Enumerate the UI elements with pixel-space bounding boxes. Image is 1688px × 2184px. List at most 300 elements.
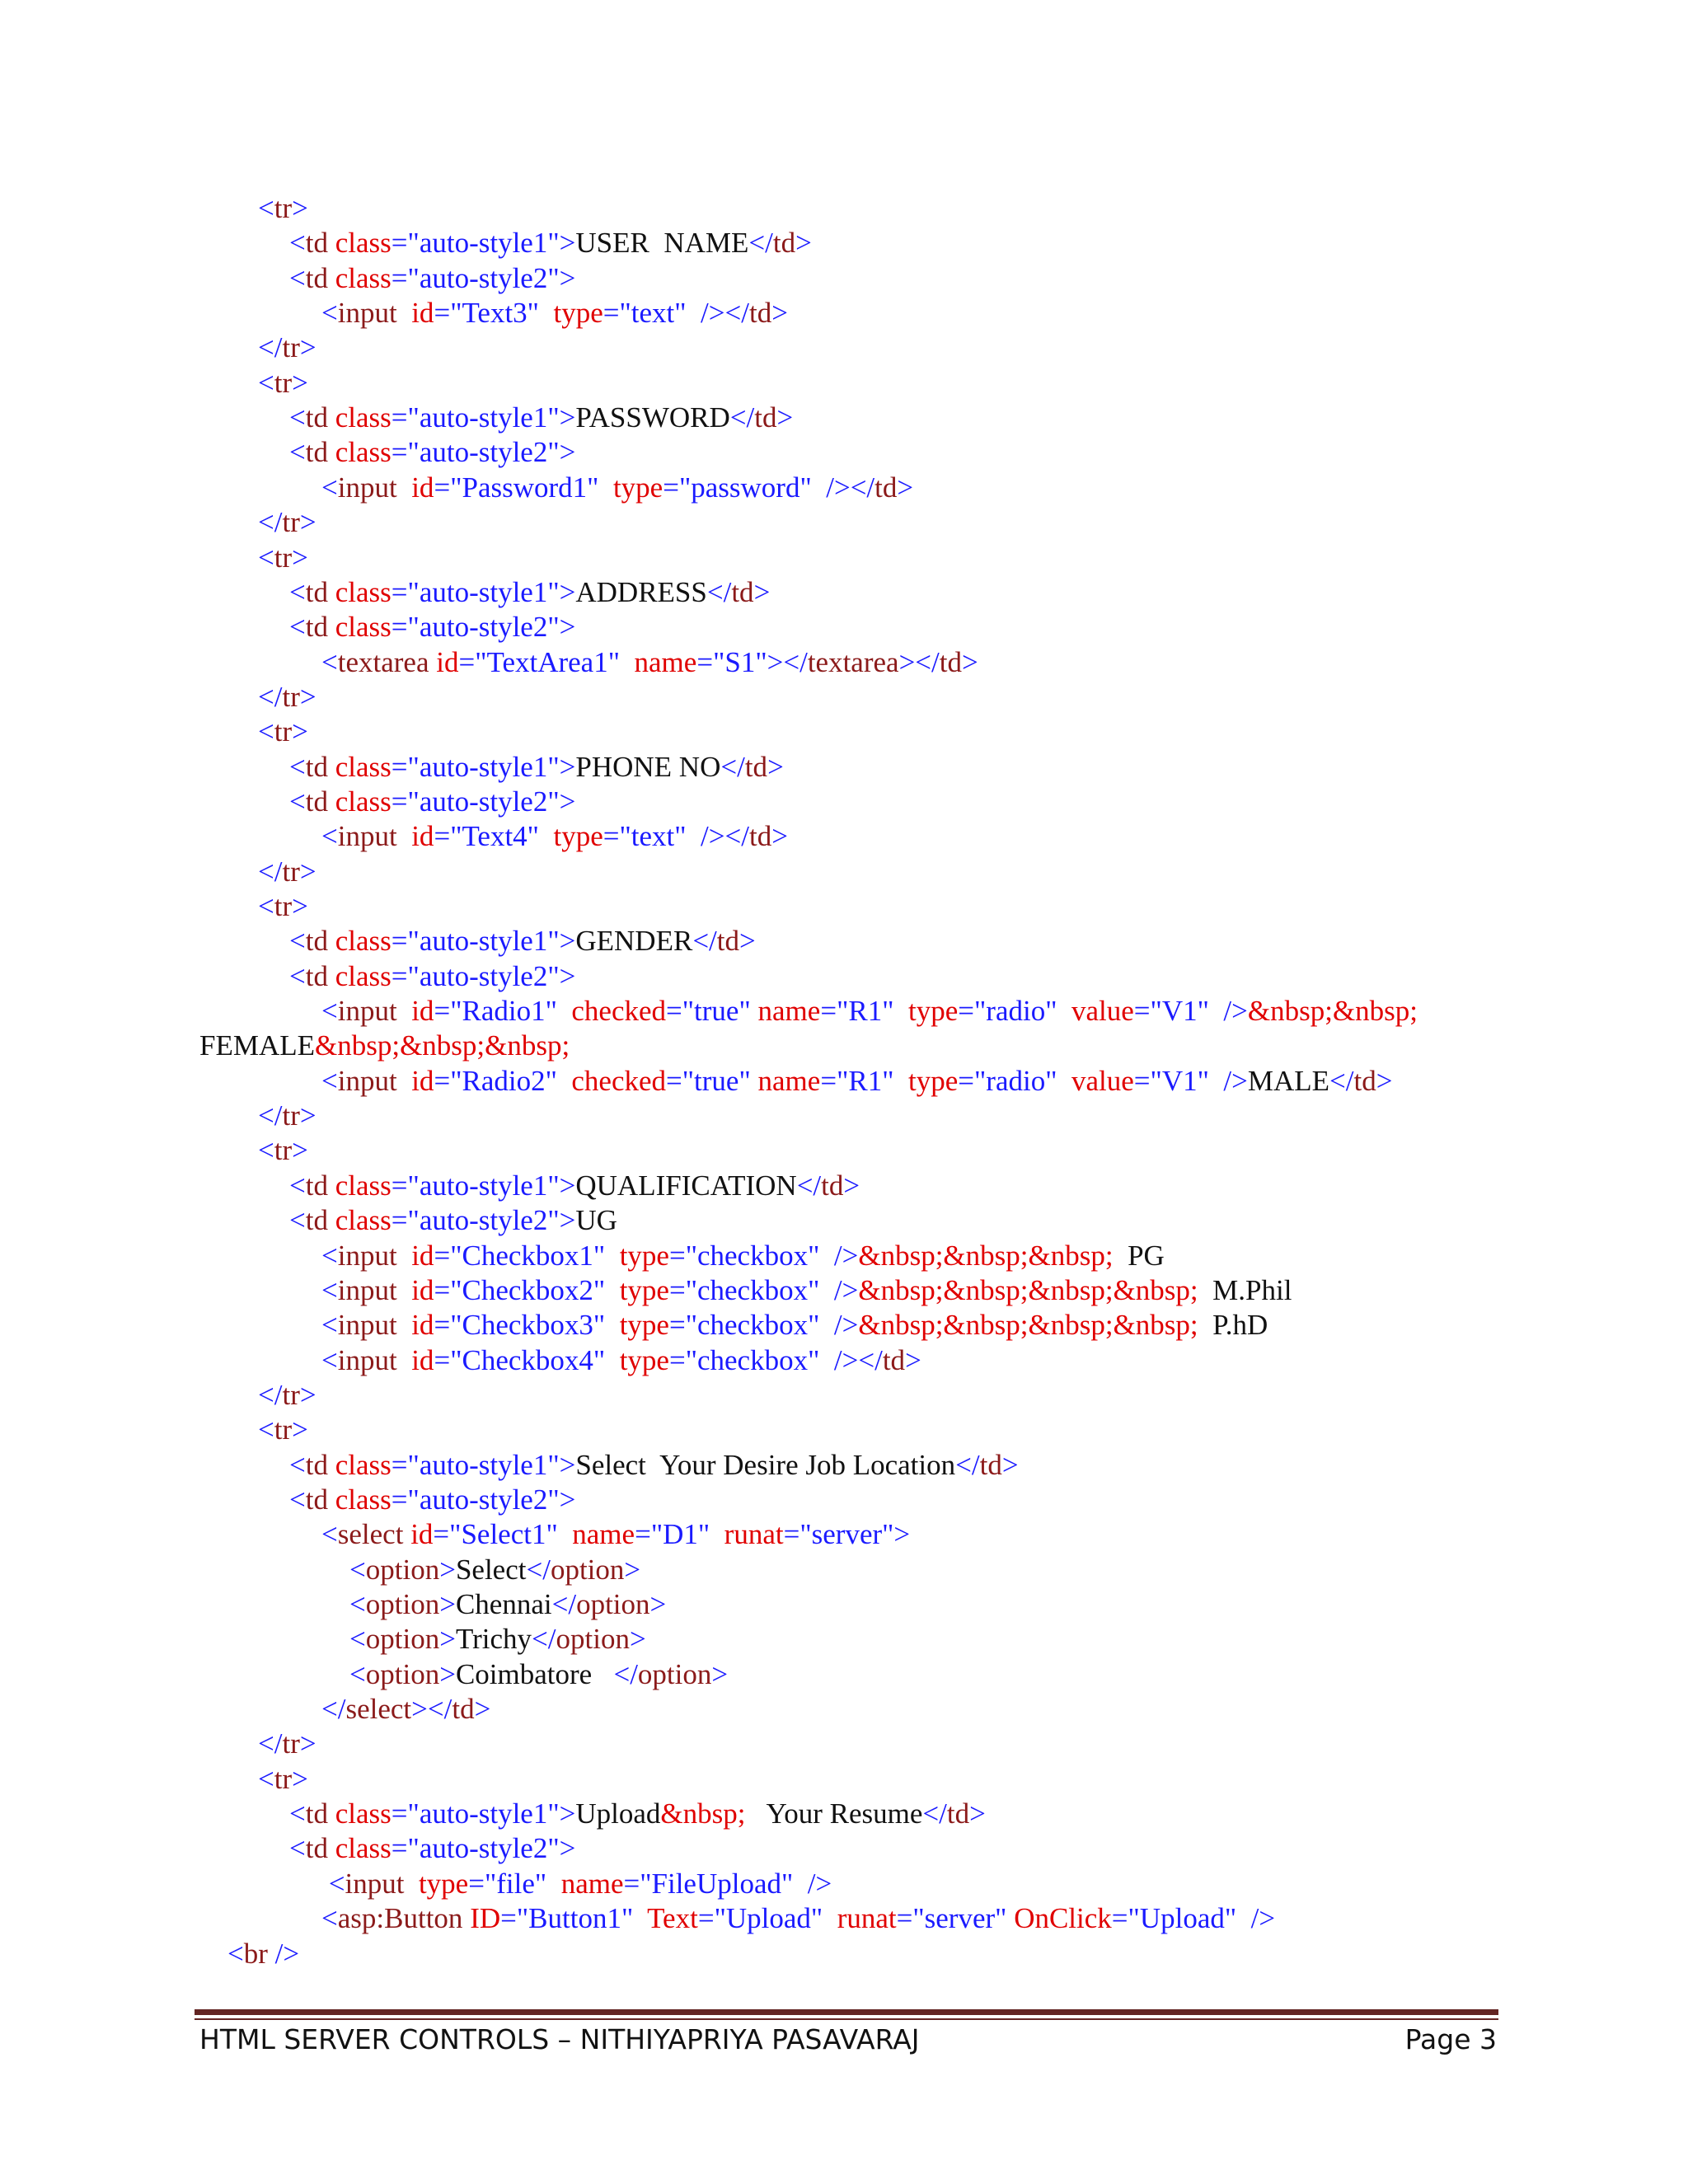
- code-token: tr: [282, 331, 300, 364]
- code-line: [321, 1239, 1165, 1273]
- code-token: >: [299, 680, 316, 713]
- code-token: "auto-style2": [407, 1483, 560, 1516]
- code-token: <: [321, 645, 338, 678]
- code-token: "V1": [1150, 1064, 1224, 1097]
- code-token: "auto-style2": [407, 1832, 560, 1865]
- code-token: "server": [912, 1902, 1015, 1935]
- code-token: <: [328, 1867, 345, 1900]
- code-token: <: [289, 261, 306, 294]
- code-token: <: [258, 366, 274, 399]
- code-token: name: [634, 645, 697, 678]
- code-token: =: [458, 645, 476, 678]
- code-token: =: [391, 1797, 408, 1830]
- code-token: name: [572, 1518, 635, 1551]
- code-token: id: [410, 1518, 434, 1551]
- code-token: tr: [282, 855, 300, 888]
- code-token: >: [771, 820, 788, 853]
- footer-page-number: Page 3: [1404, 2023, 1497, 2055]
- code-token: id: [411, 1239, 434, 1272]
- code-token: td: [874, 471, 898, 504]
- code-line: [258, 1762, 308, 1797]
- code-token: ADDRESS: [575, 575, 707, 608]
- code-token: option: [365, 1588, 440, 1620]
- code-token: =: [433, 1518, 450, 1551]
- code-token: option: [365, 1623, 440, 1656]
- code-token: >: [559, 750, 576, 783]
- code-token: </: [955, 1448, 980, 1481]
- code-token: </: [692, 925, 717, 958]
- code-token: >: [624, 1553, 641, 1586]
- code-token: [321, 1868, 329, 1900]
- code-token: =: [391, 227, 408, 260]
- code-token: =: [434, 297, 451, 330]
- code-token: "auto-style1": [407, 1448, 560, 1481]
- code-token: <: [289, 1169, 306, 1202]
- code-token: PHONE NO: [575, 750, 721, 783]
- code-token: asp:Button: [337, 1902, 471, 1935]
- code-token: >: [776, 401, 794, 434]
- code-token: td: [305, 1832, 335, 1865]
- code-token: select: [345, 1693, 412, 1726]
- code-token: id: [411, 297, 434, 330]
- code-token: >: [559, 611, 576, 644]
- code-line: [321, 1308, 1268, 1343]
- code-token: =: [391, 611, 408, 644]
- code-token: option: [637, 1657, 712, 1690]
- code-token: ></: [767, 645, 808, 678]
- code-token: >: [439, 1623, 456, 1656]
- code-line: [289, 1797, 986, 1831]
- code-token: "Checkbox4": [450, 1343, 620, 1376]
- code-line: [258, 191, 308, 226]
- code-token: Select: [455, 1553, 527, 1586]
- code-token: <: [289, 1204, 306, 1237]
- code-token: class: [335, 1483, 392, 1516]
- code-token: class: [335, 959, 392, 992]
- code-token: >: [439, 1553, 456, 1586]
- code-token: =: [391, 261, 408, 294]
- code-token: >: [299, 1099, 316, 1132]
- code-token: runat: [837, 1902, 897, 1935]
- code-token: >: [559, 1832, 576, 1865]
- code-token: </: [613, 1657, 638, 1690]
- code-token: P.hD: [1198, 1309, 1268, 1342]
- code-token: =: [391, 1169, 408, 1202]
- code-token: >: [1001, 1448, 1019, 1481]
- code-token: "auto-style2": [407, 436, 560, 469]
- code-token: /></: [826, 471, 875, 504]
- code-token: type: [619, 1343, 669, 1376]
- code-token: "R1": [837, 995, 908, 1028]
- code-line: [289, 750, 784, 785]
- code-token: =: [391, 1832, 408, 1865]
- code-token: "Button1": [516, 1902, 648, 1935]
- code-token: "Select1": [449, 1518, 573, 1551]
- code-token: =: [391, 959, 408, 992]
- code-token: =: [820, 995, 837, 1028]
- code-token: "file": [484, 1867, 561, 1900]
- code-token: =: [391, 1483, 408, 1516]
- code-token: >: [649, 1588, 667, 1620]
- code-token: <: [349, 1623, 366, 1656]
- code-token: tr: [282, 1378, 300, 1411]
- code-token: "Upload": [714, 1902, 837, 1935]
- code-token: td: [305, 261, 335, 294]
- code-token: "checkbox": [685, 1239, 834, 1272]
- code-token: </: [258, 855, 283, 888]
- code-token: <: [289, 1483, 306, 1516]
- code-line: [321, 1273, 1292, 1308]
- code-token: =: [635, 1518, 651, 1551]
- code-token: td: [748, 820, 772, 853]
- code-token: select: [337, 1518, 411, 1551]
- code-token: "Radio1": [450, 995, 572, 1028]
- code-token: type: [418, 1867, 469, 1900]
- code-token: >: [795, 227, 812, 260]
- code-token: td: [716, 925, 740, 958]
- code-line: [289, 226, 812, 260]
- code-token: id: [411, 1309, 434, 1342]
- code-token: br: [243, 1937, 275, 1970]
- code-token: <: [321, 1239, 338, 1272]
- code-token: td: [1353, 1064, 1376, 1097]
- code-token: >: [767, 750, 784, 783]
- code-line: [349, 1622, 646, 1657]
- code-token: >: [439, 1588, 456, 1620]
- code-token: id: [411, 995, 434, 1028]
- code-token: </: [706, 575, 732, 608]
- code-token: <: [321, 1902, 338, 1935]
- code-token: option: [550, 1553, 625, 1586]
- code-token: id: [411, 1343, 434, 1376]
- code-token: "FileUpload": [640, 1867, 808, 1900]
- code-token: >: [474, 1693, 491, 1726]
- code-token: <: [321, 1309, 338, 1342]
- code-token: >: [711, 1657, 729, 1690]
- code-token: "auto-style1": [407, 1169, 560, 1202]
- code-line: [321, 994, 1418, 1029]
- code-token: input: [337, 297, 412, 330]
- code-token: "D1": [650, 1518, 724, 1551]
- code-line: [289, 1483, 575, 1517]
- code-token: td: [772, 227, 796, 260]
- code-line: [321, 1692, 490, 1727]
- code-line: [289, 401, 793, 435]
- code-line: [227, 1937, 299, 1971]
- code-token: tr: [282, 680, 300, 713]
- code-token: />: [807, 1867, 832, 1900]
- code-token: type: [553, 820, 603, 853]
- code-token: type: [553, 297, 603, 330]
- code-token: <: [321, 820, 338, 853]
- code-line: [321, 1064, 1392, 1099]
- code-line: [258, 855, 316, 889]
- code-token: =: [434, 1309, 451, 1342]
- code-token: id: [411, 471, 434, 504]
- code-token: <: [289, 227, 306, 260]
- code-token: <: [289, 959, 306, 992]
- code-token: <: [289, 925, 306, 958]
- code-token: "Password1": [450, 471, 613, 504]
- code-token: td: [305, 959, 335, 992]
- code-token: td: [452, 1693, 475, 1726]
- code-line: [289, 610, 575, 644]
- code-token: />: [1223, 995, 1248, 1028]
- code-token: "Checkbox1": [450, 1239, 620, 1272]
- code-token: "auto-style2": [407, 959, 560, 992]
- code-token: "checkbox": [685, 1309, 834, 1342]
- code-token: /></: [701, 820, 749, 853]
- code-token: >: [739, 925, 756, 958]
- code-token: name: [757, 1064, 821, 1097]
- code-token: type: [619, 1239, 669, 1272]
- code-token: <: [289, 785, 306, 818]
- code-token: input: [337, 1273, 412, 1306]
- code-token: "radio": [974, 995, 1071, 1028]
- code-token: "S1": [713, 645, 767, 678]
- code-token: type: [619, 1273, 669, 1306]
- code-token: OnClick: [1014, 1902, 1112, 1935]
- code-token: />: [1250, 1902, 1276, 1935]
- code-token: "server": [799, 1518, 894, 1551]
- code-token: input: [337, 995, 412, 1028]
- code-line: [349, 1553, 640, 1587]
- code-token: <: [289, 1797, 306, 1830]
- code-token: tr: [282, 506, 300, 539]
- code-token: =: [434, 820, 451, 853]
- code-token: </: [796, 1169, 822, 1202]
- code-token: class: [335, 611, 392, 644]
- code-token: >: [771, 297, 788, 330]
- code-token: >: [559, 959, 576, 992]
- code-token: =: [668, 1239, 686, 1272]
- code-token: >: [292, 890, 308, 922]
- code-line: [199, 1029, 570, 1063]
- code-token: MALE: [1247, 1064, 1330, 1097]
- code-token: type: [907, 1064, 959, 1097]
- code-token: tr: [274, 1134, 293, 1167]
- code-line: [321, 1517, 910, 1552]
- code-token: >: [1376, 1064, 1393, 1097]
- code-token: >: [753, 575, 771, 608]
- code-token: =: [1133, 1064, 1151, 1097]
- code-token: &nbsp;&nbsp;&nbsp;: [315, 1029, 570, 1062]
- code-line: [258, 715, 308, 749]
- code-line: [258, 366, 308, 401]
- code-token: M.Phil: [1198, 1273, 1292, 1306]
- code-token: <: [258, 192, 274, 224]
- code-token: "auto-style1": [407, 575, 560, 608]
- code-token: "Text3": [450, 297, 554, 330]
- code-token: "auto-style1": [407, 925, 560, 958]
- code-token: type: [907, 995, 959, 1028]
- code-token: >: [962, 645, 978, 678]
- code-token: name: [757, 995, 821, 1028]
- code-token: </: [258, 1378, 283, 1411]
- code-token: tr: [274, 715, 293, 748]
- code-token: class: [335, 1204, 392, 1237]
- code-token: option: [365, 1657, 440, 1690]
- code-token: =: [668, 1273, 686, 1306]
- code-token: =: [668, 1309, 686, 1342]
- code-token: USER NAME: [575, 227, 749, 260]
- code-token: =: [603, 297, 620, 330]
- code-token: id: [411, 820, 434, 853]
- code-token: "Upload": [1128, 1902, 1251, 1935]
- code-token: "R1": [837, 1064, 908, 1097]
- code-token: td: [731, 575, 754, 608]
- code-token: =: [820, 1064, 837, 1097]
- code-token: class: [335, 925, 392, 958]
- code-token: tr: [274, 890, 293, 922]
- code-token: <: [258, 715, 274, 748]
- code-token: td: [939, 645, 962, 678]
- code-token: td: [946, 1797, 970, 1830]
- code-token: input: [337, 1309, 412, 1342]
- code-token: </: [258, 1727, 283, 1760]
- code-token: "password": [678, 471, 827, 504]
- footer-title: HTML SERVER CONTROLS – NITHIYAPRIYA PASAVARAJ: [199, 2023, 920, 2055]
- code-token: <: [258, 1762, 274, 1795]
- code-token: td: [305, 401, 335, 434]
- code-token: <: [321, 1343, 338, 1376]
- code-token: =: [668, 1343, 686, 1376]
- code-token: &nbsp;&nbsp;&nbsp;&nbsp;: [858, 1309, 1198, 1342]
- code-token: "auto-style2": [407, 611, 560, 644]
- code-line: [289, 785, 575, 819]
- code-token: class: [335, 1797, 392, 1830]
- footer-rule: [195, 2009, 1498, 2015]
- code-token: class: [335, 750, 392, 783]
- code-token: <: [258, 890, 274, 922]
- code-token: >: [559, 1797, 576, 1830]
- code-token: class: [335, 1448, 392, 1481]
- code-token: </: [532, 1623, 556, 1656]
- code-token: >: [629, 1623, 646, 1656]
- code-token: &nbsp;&nbsp;: [1247, 995, 1418, 1028]
- code-token: =: [434, 1343, 451, 1376]
- code-token: </: [258, 1099, 283, 1132]
- code-token: <: [289, 1832, 306, 1865]
- code-token: value: [1071, 995, 1134, 1028]
- code-token: td: [305, 1483, 335, 1516]
- code-token: QUALIFICATION: [575, 1169, 797, 1202]
- code-token: tr: [274, 1762, 293, 1795]
- code-token: name: [560, 1867, 624, 1900]
- code-token: <: [321, 1273, 338, 1306]
- code-token: textarea: [337, 645, 437, 678]
- code-token: =: [696, 645, 714, 678]
- code-token: >: [559, 1448, 576, 1481]
- code-token: class: [335, 785, 392, 818]
- code-line: [321, 1867, 832, 1901]
- code-token: =: [391, 1204, 408, 1237]
- code-token: =: [896, 1902, 913, 1935]
- code-token: <: [321, 1064, 338, 1097]
- code-token: >: [292, 541, 308, 574]
- code-token: </: [720, 750, 745, 783]
- code-token: ID: [470, 1902, 501, 1935]
- code-token: ></: [411, 1693, 452, 1726]
- code-token: =: [666, 1064, 682, 1097]
- code-token: =: [391, 750, 408, 783]
- code-token: td: [305, 227, 335, 260]
- code-token: ></: [898, 645, 940, 678]
- code-token: input: [345, 1867, 419, 1900]
- code-token: td: [305, 1448, 335, 1481]
- code-token: checked: [571, 1064, 667, 1097]
- code-token: "checkbox": [685, 1273, 834, 1306]
- code-token: >: [292, 1134, 308, 1167]
- code-token: Chennai: [455, 1588, 552, 1620]
- code-token: =: [391, 1448, 408, 1481]
- code-token: </: [1329, 1064, 1354, 1097]
- code-token: >: [292, 1413, 308, 1446]
- code-token: /></: [833, 1343, 883, 1376]
- code-token: <: [258, 1134, 274, 1167]
- code-line: [289, 575, 770, 610]
- code-token: value: [1071, 1064, 1134, 1097]
- code-token: td: [305, 1204, 335, 1237]
- code-token: "auto-style2": [407, 261, 560, 294]
- code-token: =: [1133, 995, 1151, 1028]
- code-token: td: [748, 297, 772, 330]
- code-token: =: [434, 1273, 451, 1306]
- code-token: "TextArea1": [475, 645, 635, 678]
- code-token: >: [897, 471, 914, 504]
- code-token: Coimbatore: [455, 1657, 614, 1690]
- code-token: >: [559, 785, 576, 818]
- code-token: <: [349, 1657, 366, 1690]
- code-token: td: [305, 436, 335, 469]
- code-token: "V1": [1150, 995, 1224, 1028]
- code-line: [258, 1413, 308, 1447]
- code-token: textarea: [807, 645, 899, 678]
- code-line: [258, 541, 308, 575]
- code-line: [321, 819, 788, 854]
- code-token: /></: [701, 297, 749, 330]
- code-token: </: [729, 401, 755, 434]
- code-token: =: [958, 1064, 974, 1097]
- code-token: </: [922, 1797, 947, 1830]
- code-token: input: [337, 1064, 412, 1097]
- code-token: >: [292, 715, 308, 748]
- code-token: >: [559, 401, 576, 434]
- code-line: [289, 261, 575, 296]
- code-token: input: [337, 820, 412, 853]
- code-token: PASSWORD: [575, 401, 730, 434]
- code-token: <: [289, 401, 306, 434]
- code-token: <: [349, 1553, 366, 1586]
- code-token: class: [335, 436, 392, 469]
- code-token: =: [391, 575, 408, 608]
- code-line: [321, 1343, 921, 1378]
- code-token: id: [411, 1273, 434, 1306]
- code-token: "Radio2": [450, 1064, 572, 1097]
- code-token: "auto-style2": [407, 785, 560, 818]
- code-line: [289, 959, 575, 994]
- code-token: =: [434, 995, 451, 1028]
- code-token: >: [299, 1378, 316, 1411]
- code-token: "auto-style1": [407, 750, 560, 783]
- code-token: "checkbox": [685, 1343, 834, 1376]
- code-token: td: [305, 1797, 335, 1830]
- code-token: class: [335, 1832, 392, 1865]
- code-token: </: [526, 1553, 551, 1586]
- code-token: td: [305, 785, 335, 818]
- code-token: UG: [575, 1204, 617, 1237]
- code-token: =: [697, 1902, 715, 1935]
